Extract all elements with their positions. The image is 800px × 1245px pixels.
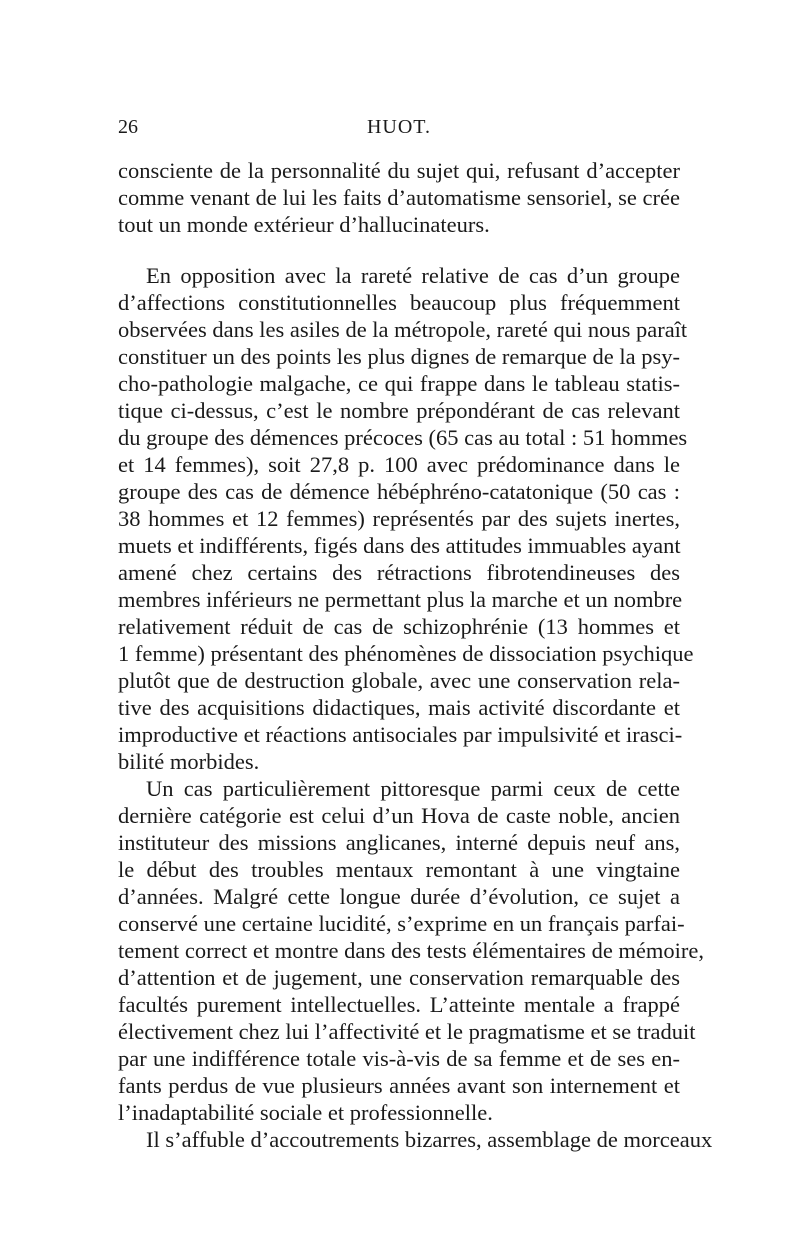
text-line: 38 hommes et 12 femmes) représentés par des sujets inertes, bbox=[118, 506, 680, 531]
text-line: muets et indifférents, figés dans des attitudes immuables ayant bbox=[118, 533, 681, 558]
text-line: d’affections constitutionnelles beaucoup plus fréquemment bbox=[118, 290, 680, 315]
text-line: relativement réduit de cas de schizophrénie (13 hommes et bbox=[118, 614, 680, 639]
text-line: improductive et réactions antisociales par impulsivité et irasci- bbox=[118, 722, 683, 747]
text-line: et 14 femmes), soit 27,8 p. 100 avec prédominance dans le bbox=[118, 452, 680, 477]
text-line: électivement chez lui l’affectivité et le pragmatisme et se traduit bbox=[118, 1019, 696, 1044]
text-line: plutôt que de destruction globale, avec une conservation rela- bbox=[118, 668, 680, 693]
text-line: membres inférieurs ne permettant plus la marche et un nombre bbox=[118, 587, 683, 612]
text-line: tique ci-dessus, c’est le nombre prépondérant de cas relevant bbox=[118, 398, 680, 423]
text-line: consciente de la personnalité du sujet qui, refusant d’accepter bbox=[118, 158, 680, 183]
text-line: tout un monde extérieur d’hallucinateurs. bbox=[118, 212, 490, 237]
text-line: observées dans les asiles de la métropole, rareté qui nous paraît bbox=[118, 317, 688, 342]
text-line: par une indifférence totale vis-à-vis de sa femme et de ses en- bbox=[118, 1046, 680, 1071]
text-line: conservé une certaine lucidité, s’exprime en un français parfai- bbox=[118, 911, 685, 936]
text-line: amené chez certains des rétractions fibrotendineuses des bbox=[118, 560, 680, 585]
text-line: l’inadaptabilité sociale et professionnelle. bbox=[118, 1100, 493, 1125]
text-line: instituteur des missions anglicanes, interné depuis neuf ans, bbox=[118, 830, 680, 855]
text-line: comme venant de lui les faits d’automatisme sensoriel, se crée bbox=[118, 185, 680, 210]
text-line: dernière catégorie est celui d’un Hova de caste noble, ancien bbox=[118, 803, 680, 828]
page-header bbox=[118, 116, 680, 146]
text-line: tement correct et montre dans des tests élémentaires de mémoire, bbox=[118, 938, 705, 963]
text-line: d’années. Malgré cette longue durée d’évolution, ce sujet a bbox=[118, 884, 680, 909]
text-line: Un cas particulièrement pittoresque parmi ceux de cette bbox=[146, 776, 680, 801]
text-line: 1 femme) présentant des phénomènes de dissociation psychique bbox=[118, 641, 694, 666]
text-line: cho-pathologie malgache, ce qui frappe dans le tableau statis- bbox=[118, 371, 680, 396]
running-head: HUOT. bbox=[366, 116, 432, 138]
text-line: En opposition avec la rareté relative de cas d’un groupe bbox=[146, 263, 680, 288]
text-line: bilité morbides. bbox=[118, 749, 260, 774]
text-line: d’attention et de jugement, une conservation remarquable des bbox=[118, 965, 680, 990]
page-number: 26 bbox=[118, 116, 138, 138]
text-line: groupe des cas de démence hébéphréno-catatonique (50 cas : bbox=[118, 479, 680, 504]
text-line: constituer un des points les plus dignes de remarque de la psy- bbox=[118, 344, 680, 369]
text-line: le début des troubles mentaux remontant à une vingtaine bbox=[118, 857, 680, 882]
text-line: tive des acquisitions didactiques, mais activité discordante et bbox=[118, 695, 680, 720]
text-line: du groupe des démences précoces (65 cas au total : 51 hommes bbox=[118, 425, 688, 450]
text-line: fants perdus de vue plusieurs années avant son internement et bbox=[118, 1073, 680, 1098]
text-line: Il s’affuble d’accoutrements bizarres, assemblage de morceaux bbox=[146, 1127, 713, 1152]
text-line: facultés purement intellectuelles. L’atteinte mentale a frappé bbox=[118, 992, 680, 1017]
